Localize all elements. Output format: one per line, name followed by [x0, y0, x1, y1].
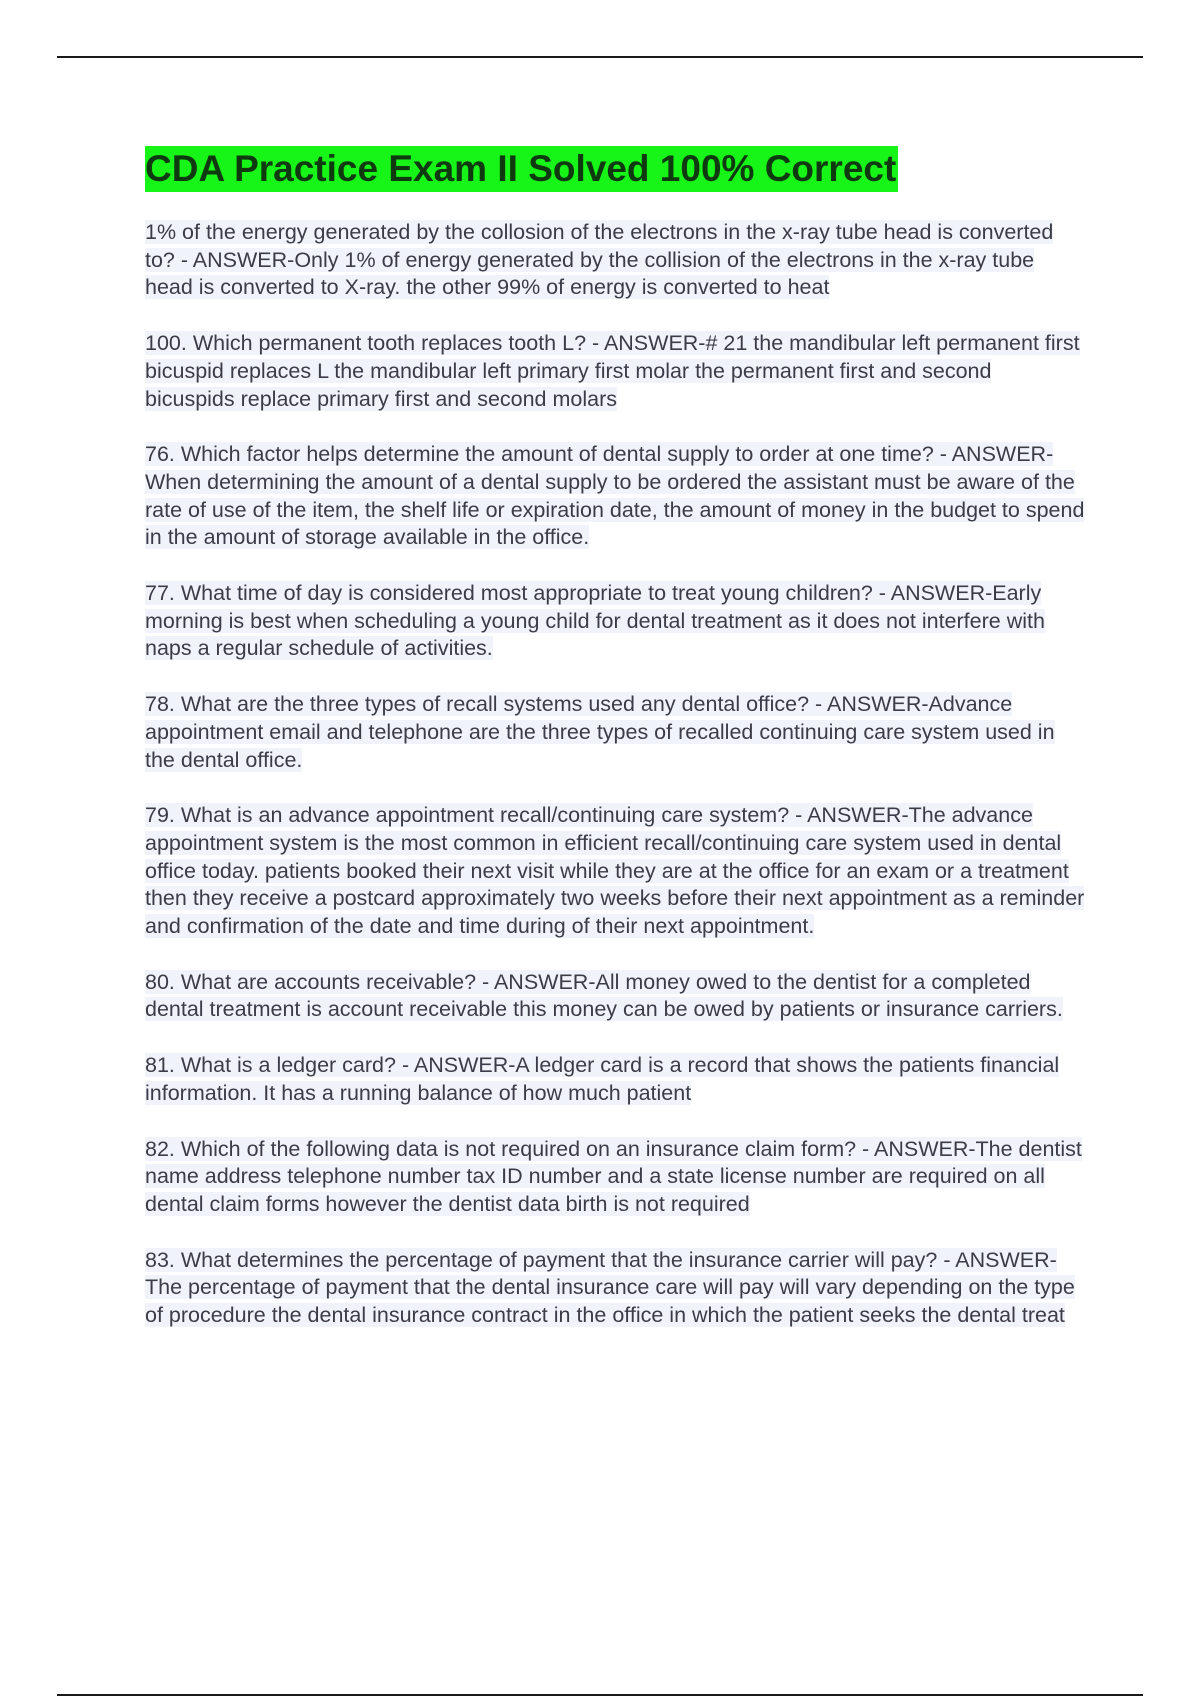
- document-page: [145, 146, 1085, 1358]
- top-divider: [57, 56, 1143, 58]
- qa-item: [145, 802, 1085, 941]
- qa-item: [145, 969, 1085, 1024]
- qa-item: [145, 691, 1085, 774]
- qa-item-text: 81. What is a ledger card? - ANSWER-A ledger card is a record that shows the patients financial information. It has a running balance of how much patient: [145, 1053, 1060, 1105]
- qa-item-text: 77. What time of day is considered most appropriate to treat young children? - ANSWER-Early morning is best when scheduling a young child for dental treatment as it does not interfere with naps a regular schedule of activities.: [145, 581, 1045, 661]
- qa-item: [145, 330, 1085, 413]
- bottom-divider: [57, 1694, 1143, 1696]
- qa-list: [145, 219, 1085, 1330]
- page-title: CDA Practice Exam II Solved 100% Correct: [145, 146, 898, 192]
- qa-item-text: 82. Which of the following data is not required on an insurance claim form? - ANSWER-The dentist name address telephone number tax ID number and a state license number are required on all dental claim forms however the dentist data birth is not required: [145, 1136, 1082, 1216]
- qa-item: [145, 1136, 1085, 1219]
- qa-item-text: 79. What is an advance appointment recall/continuing care system? - ANSWER-The advance appointment system is the most common in efficient recall/continuing care system used in dental office today. patients booked their next visit while they are at the office for an exam or a treatment then they receive a postcard approximately two weeks before their next appointment as a reminder and confirmation of the date and time during of their next appointment.: [145, 803, 1085, 939]
- qa-item: [145, 441, 1085, 552]
- qa-item: [145, 580, 1085, 663]
- qa-item-text: 83. What determines the percentage of payment that the insurance carrier will pay? - ANSWER-The percentage of payment that the dental insurance care will pay will vary depending on the type of procedure the dental insurance contract in the office in which the patient seeks the dental treat: [145, 1247, 1075, 1328]
- qa-item-text: 100. Which permanent tooth replaces tooth L? - ANSWER-# 21 the mandibular left permanent first bicuspid replaces L the mandibular left primary first molar the permanent first and second bicuspids replace primary first and second molars: [145, 331, 1080, 411]
- qa-item-text: 78. What are the three types of recall systems used any dental office? - ANSWER-Advance appointment email and telephone are the three types of recalled continuing care system used in the dental office.: [145, 692, 1055, 772]
- qa-item: [145, 219, 1085, 302]
- qa-item: [145, 1052, 1085, 1107]
- qa-item-text: 1% of the energy generated by the collosion of the electrons in the x-ray tube head is converted to? - ANSWER-Only 1% of energy generated by the collision of the electrons in the x-ray tube head is converted to X-ray. the other 99% of energy is converted to heat: [145, 220, 1054, 300]
- qa-item: [145, 1247, 1085, 1330]
- qa-item-text: 76. Which factor helps determine the amount of dental supply to order at one time? - ANSWER-When determining the amount of a dental supply to be ordered the assistant must be aware of the rate of use of the item, the shelf life or expiration date, the amount of money in the budget to spend in the amount of storage available in the office.: [145, 442, 1085, 550]
- qa-item-text: 80. What are accounts receivable? - ANSWER-All money owed to the dentist for a completed dental treatment is account receivable this money can be owed by patients or insurance carriers.: [145, 969, 1063, 1022]
